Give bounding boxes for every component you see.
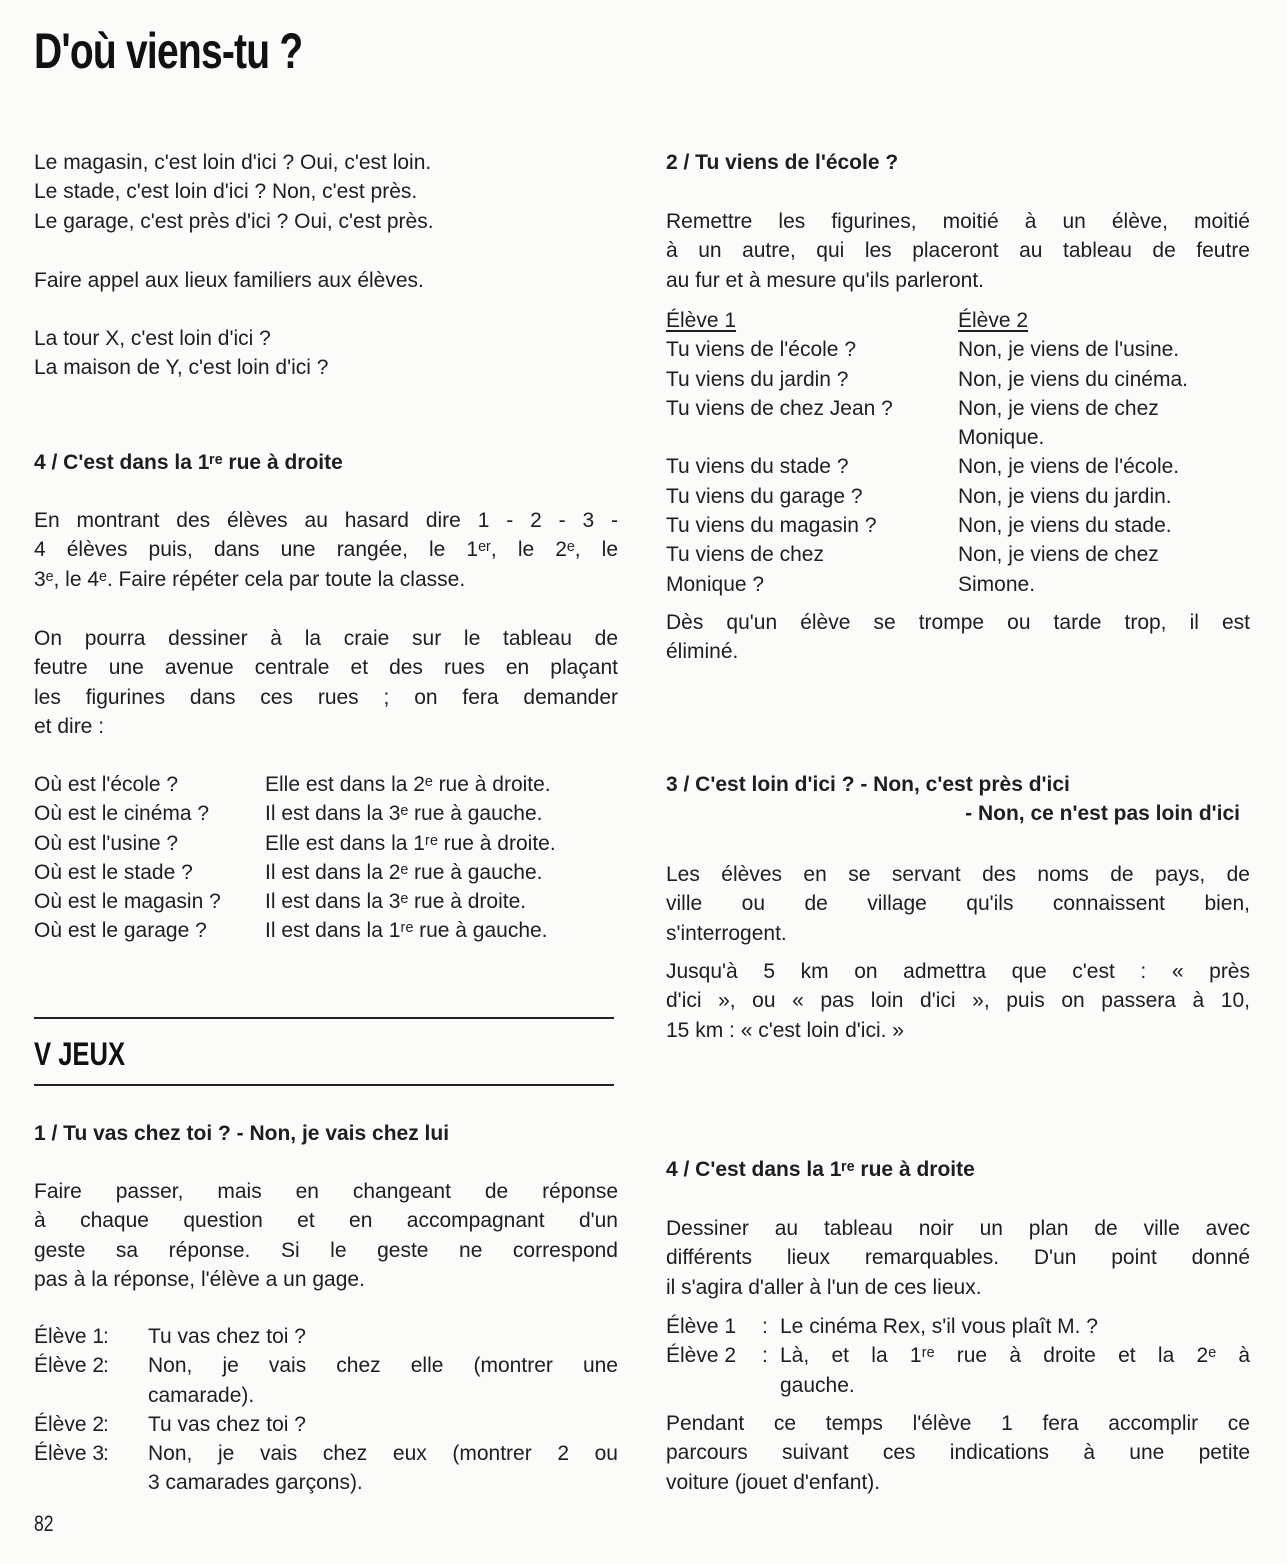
table-row xyxy=(34,1410,618,1439)
text-line: Le magasin, c'est loin d'ici ? Oui, c'est loin. xyxy=(34,151,432,174)
table-row xyxy=(666,540,1250,569)
text-line: voiture (jouet d'enfant). xyxy=(666,1470,881,1494)
text-line: au fur et à mesure qu'ils parleront. xyxy=(666,268,985,292)
text-line: parcours suivant ces indications à une petite xyxy=(666,1441,1250,1465)
table-cell: Où est le garage ? xyxy=(34,919,207,943)
table-cell: Tu viens de chez Jean ? xyxy=(666,396,893,420)
table-cell: Là, et la 1ʳᵉ rue à droite et la 2ᵉ à xyxy=(780,1344,1250,1368)
table-cell: Élève 2 xyxy=(666,1344,737,1368)
table-row xyxy=(34,916,618,945)
table-cell: Non, je viens de chez xyxy=(958,543,1159,567)
text-line: 15 km : « c'est loin d'ici. » xyxy=(666,1018,904,1042)
table-row xyxy=(666,1312,1250,1341)
table-cell: Elle est dans la 1ʳᵉ rue à droite. xyxy=(265,831,556,855)
body-paragraph xyxy=(666,957,1250,1045)
text-line: pas à la réponse, l'élève a un gage. xyxy=(34,1267,365,1291)
body-paragraph xyxy=(34,506,618,594)
section-heading: 1 / Tu vas chez toi ? - Non, je vais chez lui xyxy=(34,1122,450,1145)
table-cell: Où est le cinéma ? xyxy=(34,802,210,826)
intro-paragraph xyxy=(34,148,618,236)
page-title: D'où viens-tu ? xyxy=(34,23,303,79)
chapter-heading: V JEUX xyxy=(34,1036,126,1072)
text-line: feutre une avenue centrale et des rues en plaçant xyxy=(34,656,618,680)
text-line: La tour X, c'est loin d'ici ? xyxy=(34,327,271,350)
questions-paragraph xyxy=(34,324,618,383)
table-row xyxy=(34,799,618,828)
table-cell: Il est dans la 3ᵉ rue à droite. xyxy=(265,890,527,914)
text-line: On pourra dessiner à la craie sur le tableau de xyxy=(34,627,618,650)
body-paragraph xyxy=(666,1214,1250,1302)
table-row xyxy=(666,423,1250,452)
dialogue-table xyxy=(666,306,1250,599)
table-row xyxy=(666,365,1250,394)
text-line: Remettre les figurines, moitié à un élève, moitié xyxy=(666,210,1250,233)
text-line: Les élèves en se servant des noms de pays, de xyxy=(666,863,1250,886)
table-row xyxy=(34,887,618,916)
table-cell: Simone. xyxy=(958,572,1036,596)
text-line: éliminé. xyxy=(666,640,739,664)
page-number: 82 xyxy=(34,1511,54,1536)
text-line: les figurines dans ces rues ; on fera demander xyxy=(34,685,618,709)
table-cell: Monique. xyxy=(958,426,1045,450)
text-line: 4 élèves puis, dans une rangée, le 1ᵉʳ, le 2ᵉ, le xyxy=(34,538,618,562)
table-cell: Tu vas chez toi ? xyxy=(148,1412,306,1436)
table-row xyxy=(666,482,1250,511)
instruction-paragraph xyxy=(34,266,618,295)
table-cell: : xyxy=(103,1442,109,1466)
section-heading: 2 / Tu viens de l'école ? xyxy=(666,151,899,174)
table-cell: Il est dans la 3ᵉ rue à gauche. xyxy=(265,802,543,826)
table-row xyxy=(666,1371,1250,1400)
text-line: Pendant ce temps l'élève 1 fera accomplir ce xyxy=(666,1412,1250,1435)
table-cell xyxy=(34,1381,103,1410)
dialogue-table xyxy=(34,770,618,946)
table-cell: Tu viens du magasin ? xyxy=(666,514,877,538)
body-paragraph xyxy=(34,624,618,741)
table-cell: : xyxy=(762,1344,768,1368)
table-cell: Non, je viens du stade. xyxy=(958,514,1172,538)
table-cell: Non, je viens du cinéma. xyxy=(958,367,1188,391)
table-cell: Tu viens du jardin ? xyxy=(666,367,849,391)
divider xyxy=(34,1017,614,1019)
table-cell: Non, je viens de l'école. xyxy=(958,455,1180,479)
table-cell xyxy=(666,423,958,452)
table-cell: Élève 2 xyxy=(34,1354,105,1378)
text-line: Le stade, c'est loin d'ici ? Non, c'est près. xyxy=(34,180,418,204)
table-cell: gauche. xyxy=(780,1373,855,1397)
text-line: s'interrogent. xyxy=(666,921,787,945)
body-paragraph xyxy=(666,207,1250,295)
text-line: il s'agira d'aller à l'un de ces lieux. xyxy=(666,1275,982,1299)
text-line: Faire appel aux lieux familiers aux élèves. xyxy=(34,269,424,292)
text-line: Faire passer, mais en changeant de réponse xyxy=(34,1180,618,1203)
body-paragraph xyxy=(34,1177,618,1294)
table-row xyxy=(34,1381,618,1410)
text-line: 3ᵉ, le 4ᵉ. Faire répéter cela par toute la classe. xyxy=(34,567,466,591)
table-cell: Non, je vais chez elle (montrer une xyxy=(148,1354,618,1378)
table-cell: Non, je viens du jardin. xyxy=(958,484,1172,508)
table-row xyxy=(666,335,1250,364)
table-cell: Où est l'école ? xyxy=(34,773,179,796)
body-paragraph xyxy=(666,860,1250,948)
body-paragraph xyxy=(666,608,1250,667)
table-cell: Tu viens de chez xyxy=(666,543,824,567)
table-cell: Élève 1 xyxy=(666,1315,737,1338)
section-heading: 4 / C'est dans la 1ʳᵉ rue à droite xyxy=(34,451,343,474)
table-cell: Tu viens du stade ? xyxy=(666,455,849,479)
table-cell: : xyxy=(762,1315,768,1338)
table-cell: : xyxy=(103,1354,109,1378)
table-cell: Élève 3 xyxy=(34,1442,105,1466)
text-line: différents lieux remarquables. D'un point donné xyxy=(666,1246,1250,1270)
table-cell xyxy=(34,1468,103,1497)
table-row xyxy=(666,452,1250,481)
table-cell: Elle est dans la 2ᵉ rue à droite. xyxy=(265,773,551,796)
table-cell: Le cinéma Rex, s'il vous plaît M. ? xyxy=(780,1315,1098,1338)
table-cell: Tu viens du garage ? xyxy=(666,484,863,508)
table-cell: Non, je viens de chez xyxy=(958,396,1159,420)
table-cell: Où est le stade ? xyxy=(34,860,193,884)
table-header: Élève 1 Élève 2 xyxy=(666,309,1029,332)
table-cell: Où est l'usine ? xyxy=(34,831,179,855)
table-row xyxy=(666,570,1250,599)
table-row xyxy=(34,829,618,858)
table-row xyxy=(34,1351,618,1380)
table-cell: Tu vas chez toi ? xyxy=(148,1325,306,1348)
table-cell: Élève 2 xyxy=(34,1412,105,1436)
table-body xyxy=(666,335,1250,599)
table-cell: Tu viens de l'école ? xyxy=(666,338,857,362)
body-paragraph xyxy=(666,1409,1250,1497)
table-cell xyxy=(666,1371,762,1400)
text-line: En montrant des élèves au hasard dire 1 - 2 - 3 - xyxy=(34,509,618,532)
dialogue xyxy=(666,1312,1250,1400)
table-cell: camarade). xyxy=(148,1383,255,1407)
text-line: d'ici », ou « pas loin d'ici », puis on passera à 10, xyxy=(666,989,1250,1013)
table-cell xyxy=(103,1468,148,1497)
table-row xyxy=(666,394,1250,423)
table-cell: 3 camarades garçons). xyxy=(148,1471,363,1495)
table-row xyxy=(34,1468,618,1497)
table-cell xyxy=(762,1371,780,1400)
table-cell: Monique ? xyxy=(666,572,765,596)
divider xyxy=(34,1084,614,1086)
text-line: Dès qu'un élève se trompe ou tarde trop, il est xyxy=(666,611,1250,634)
table-cell: Non, je viens de l'usine. xyxy=(958,338,1180,362)
text-line: et dire : xyxy=(34,714,105,738)
table-row xyxy=(34,1322,618,1351)
text-line: à un autre, qui les placeront au tableau de feutre xyxy=(666,239,1250,263)
text-line: Jusqu'à 5 km on admettra que c'est : « près xyxy=(666,960,1250,983)
section-heading: 4 / C'est dans la 1ʳᵉ rue à droite xyxy=(666,1158,975,1181)
table-row xyxy=(34,1439,618,1468)
text-line: Dessiner au tableau noir un plan de ville avec xyxy=(666,1217,1250,1240)
text-line: ville ou de village qu'ils connaissent bien, xyxy=(666,892,1250,916)
section-heading: 3 / C'est loin d'ici ? - Non, c'est près d'ici - Non, ce n'est pas loin d'ici xyxy=(666,773,1240,826)
text-line: La maison de Y, c'est loin d'ici ? xyxy=(34,356,329,380)
text-line: geste sa réponse. Si le geste ne correspond xyxy=(34,1238,618,1262)
table-cell xyxy=(103,1381,148,1410)
table-cell: : xyxy=(103,1325,109,1348)
table-row xyxy=(666,1341,1250,1370)
dialogue xyxy=(34,1322,618,1498)
table-cell: Élève 1 xyxy=(34,1325,105,1348)
table-row xyxy=(34,858,618,887)
table-cell: : xyxy=(103,1412,109,1436)
text-line: à chaque question et en accompagnant d'un xyxy=(34,1209,618,1233)
table-cell: Non, je vais chez eux (montrer 2 ou xyxy=(148,1442,618,1466)
table-cell: Où est le magasin ? xyxy=(34,890,221,914)
table-cell: Il est dans la 2ᵉ rue à gauche. xyxy=(265,860,543,884)
table-row xyxy=(666,511,1250,540)
table-cell: Il est dans la 1ʳᵉ rue à gauche. xyxy=(265,919,548,943)
table-row xyxy=(34,770,618,799)
text-line: Le garage, c'est près d'ici ? Oui, c'est près. xyxy=(34,209,434,233)
